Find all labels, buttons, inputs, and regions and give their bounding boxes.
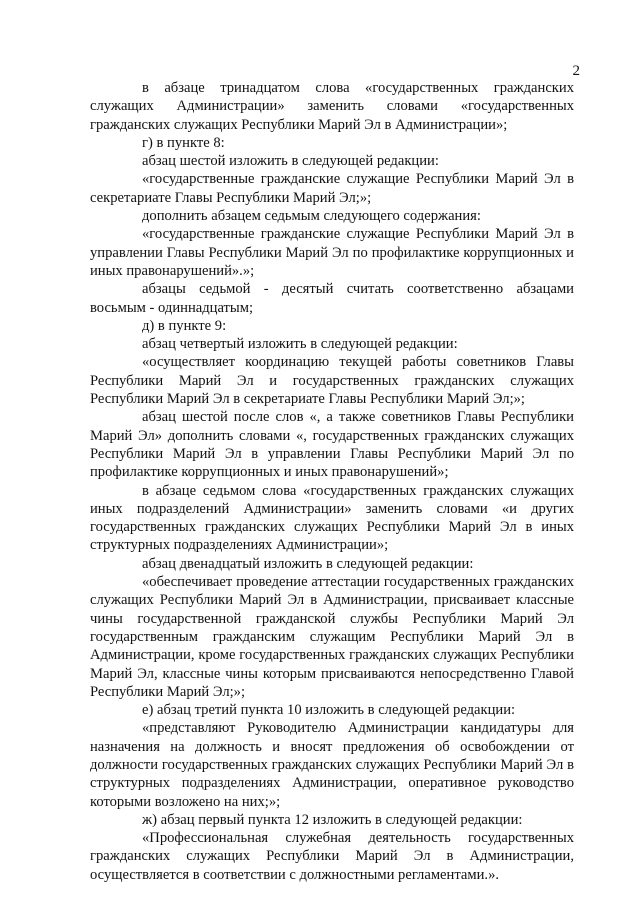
paragraph: абзац четвертый изложить в следующей редакции:: [142, 336, 458, 353]
paragraph: абзац шестой изложить в следующей редакции:: [142, 153, 439, 170]
paragraph: «государственные гражданские служащие Республики Марий Эл в секретариате Главы Республики Марий Эл;»;: [90, 171, 574, 206]
paragraph: г) в пункте 8:: [142, 134, 225, 151]
paragraph: дополнить абзацем седьмым следующего содержания:: [142, 208, 481, 225]
paragraph: ж) абзац первый пункта 12 изложить в следующей редакции:: [142, 811, 523, 828]
paragraph: «осуществляет координацию текущей работы советников Главы Республики Марий Эл и государственных гражданских служащих Республики Марий Эл в секретариате Главы Республики Марий Эл;»;: [90, 354, 574, 408]
paragraph: «обеспечивает проведение аттестации государственных гражданских служащих Республики Марий Эл в Администрации, присваивает классные чины государственной гражданской службы Республики Марий Эл государственным гражданским служащим Республики Марий Эл в Администрации, кроме государственных гражданских служащих Республики Марий Эл, классные чины которым присваиваются непосредственно Главой Республики Марий Эл;»;: [90, 574, 574, 700]
paragraph: абзац двенадцатый изложить в следующей редакции:: [142, 555, 474, 572]
paragraph: в абзаце тринадцатом слова «государственных гражданских служащих Администрации» заменить словами «государственных гражданских служащих Республики Марий Эл в Администрации»;: [90, 80, 574, 133]
paragraph: «государственные гражданские служащие Республики Марий Эл в управлении Главы Республики Марий Эл по профилактике коррупционных и иных правонарушений».»;: [90, 226, 574, 279]
paragraph: абзацы седьмой - десятый считать соответственно абзацами восьмым - одиннадцатым;: [90, 281, 574, 316]
paragraph: д) в пункте 9:: [142, 317, 227, 334]
paragraph: е) абзац третий пункта 10 изложить в следующей редакции:: [142, 702, 516, 719]
paragraph: «представляют Руководителю Администрации кандидатуры для назначения на должность и вносят предложения об освобождении от должности государственных гражданских служащих Республики Марий Эл в структурных подразделениях Администрации, оперативное руководство которыми возложено на них;»;: [90, 720, 574, 810]
paragraph: «Профессиональная служебная деятельность государственных гражданских служащих Республики Марий Эл в Администрации, осуществляется в соответствии с должностными регламентами.».: [90, 830, 574, 883]
paragraph: в абзаце седьмом слова «государственных гражданских служащих иных подразделений Администрации» заменить словами «и других государственных гражданских служащих Республики Марий Эл в иных структурных подразделениях Администрации»;: [90, 482, 574, 554]
paragraph: абзац шестой после слов «, а также советников Главы Республики Марий Эл» дополнить словами «, государственных гражданских служащих Республики Марий Эл в управлении Главы Республики Марий Эл по профилактике коррупционных и иных правонарушений»;: [90, 409, 574, 481]
document-body: [90, 79, 574, 884]
page-number: 2: [572, 63, 580, 79]
